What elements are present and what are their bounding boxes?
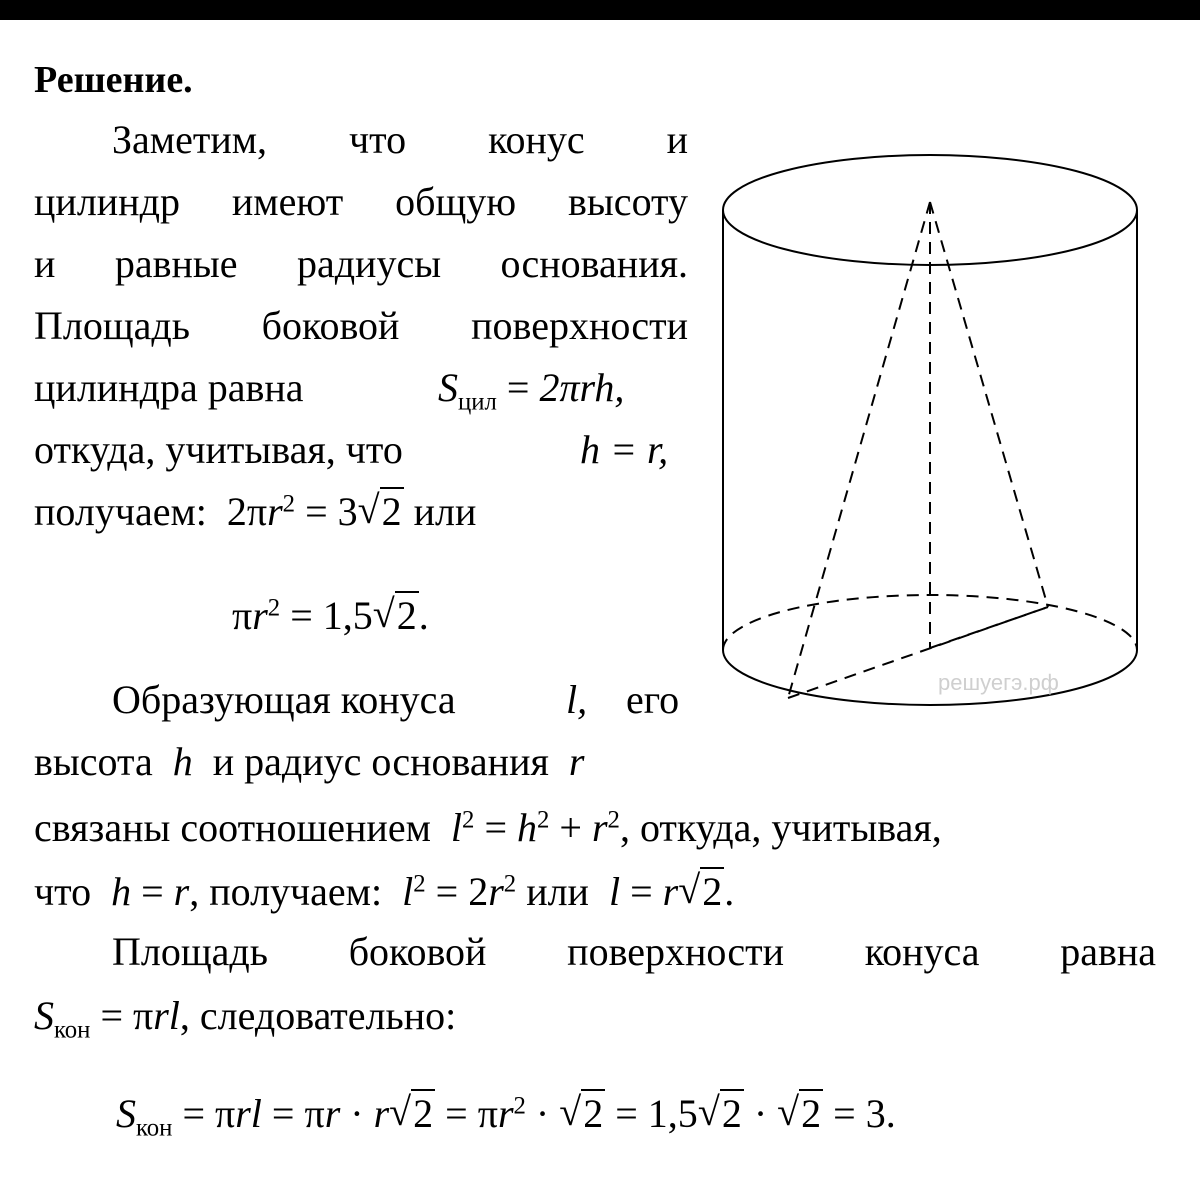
cylinder-bottom-front-arc bbox=[723, 650, 1137, 705]
top-border bbox=[0, 0, 1200, 20]
p2-line1-end: его bbox=[626, 677, 680, 722]
p1-line1: Заметим, что конус и bbox=[112, 117, 689, 162]
cylinder-cone-figure bbox=[700, 150, 1150, 730]
p1-line5-text: цилиндра равна bbox=[34, 365, 304, 410]
p1-line4: Площадь боковой поверхности bbox=[34, 303, 688, 348]
p1-line2: цилиндр имеют общую высоту bbox=[34, 179, 688, 224]
p2-l-var: l, bbox=[566, 677, 588, 722]
p2-line1-text: Образующая конуса bbox=[112, 677, 456, 722]
p3-line2: $S_{кон} = \pi rl$, следовательно: bbox=[34, 993, 457, 1044]
p1-line3: и равные радиусы основания. bbox=[34, 241, 688, 286]
p1-line6-text: откуда, учитывая, что bbox=[34, 427, 403, 472]
cone-left-generatrix bbox=[788, 202, 930, 698]
p2-line3: связаны соотношением $l^2 = h^2 + r^2$, откуда, учитывая, bbox=[34, 805, 942, 850]
equation-pi-r-squared: $\pi r^2 = 1,5√$ 2. bbox=[232, 596, 429, 636]
p1-line7: получаем: $2\pi r^2 = 3√$ 2 или bbox=[34, 492, 476, 532]
solution-heading: Решение. bbox=[34, 59, 193, 101]
h-eq-r-1: h = r, bbox=[580, 427, 669, 472]
s-cyl-formula: $S_{цил} = 2\pi rh$, bbox=[438, 365, 625, 416]
p2-line2: высота h и радиус основания r bbox=[34, 739, 585, 784]
watermark: решуегэ.рф bbox=[938, 670, 1059, 695]
final-equation: $S_{кон} = \pi rl = \pi r \cdot r√$ $2 = \pi r^2$ · √ 2 = 1,5√ 2 · √ 2 = 3. bbox=[116, 1094, 896, 1134]
p3-line1: Площадь боковой поверхности конуса равна bbox=[112, 929, 1157, 974]
p2-line4: что h = r, получаем: $l^2 = 2r^2$ или l = r√ 2. bbox=[34, 872, 734, 912]
